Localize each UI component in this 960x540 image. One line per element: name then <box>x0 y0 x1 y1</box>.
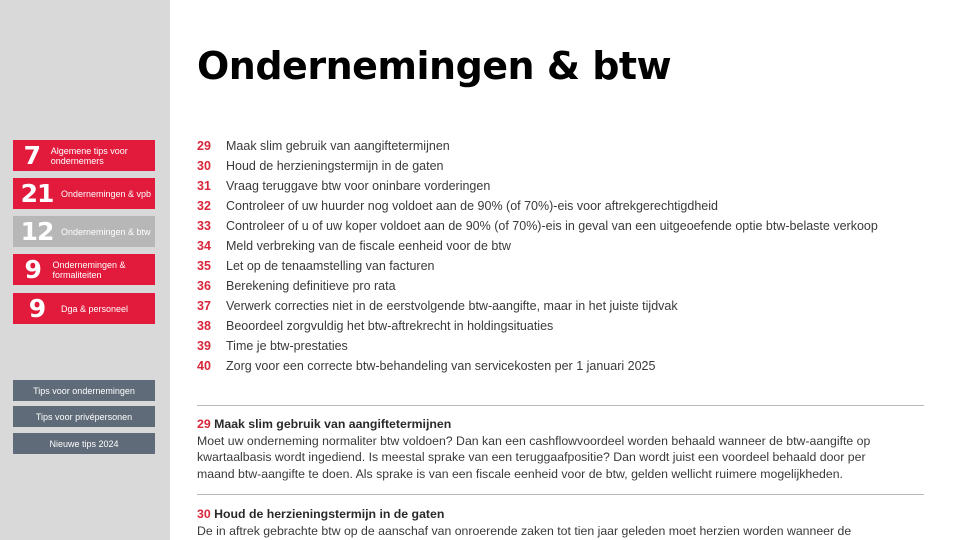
toc-text: Controleer of u of uw koper voldoet aan de 90% (of 70%)-eis in geval van een uitgeoefende optie btw-belaste verkoop <box>226 219 878 233</box>
toc-text: Let op de tenaamstelling van facturen <box>226 259 435 273</box>
page-title: Ondernemingen & btw <box>197 44 672 88</box>
toc-number: 38 <box>197 319 211 333</box>
toc-text: Berekening definitieve pro rata <box>226 279 396 293</box>
section-title: Maak slim gebruik van aangiftetermijnen <box>214 417 452 431</box>
toc-item-37[interactable] <box>197 296 937 316</box>
toc-item-38[interactable] <box>197 316 937 336</box>
category-label: Algemene tips voor ondernemers <box>50 145 128 166</box>
toc-item-29[interactable] <box>197 136 937 156</box>
toc-item-32[interactable] <box>197 196 937 216</box>
sidebar <box>0 0 170 540</box>
toc-number: 29 <box>197 139 211 153</box>
toc-item-31[interactable] <box>197 176 937 196</box>
table-of-contents <box>197 136 937 376</box>
section-30 <box>197 506 927 539</box>
toc-text: Maak slim gebruik van aangiftetermijnen <box>226 139 450 153</box>
category-label: Ondernemingen & vpb <box>61 188 152 199</box>
toc-item-36[interactable] <box>197 276 937 296</box>
toc-number: 34 <box>197 239 211 253</box>
category-ondernemingen-vpb[interactable] <box>13 178 155 209</box>
section-title: Houd de herzieningstermijn in de gaten <box>214 507 445 521</box>
category-ondernemingen-formaliteiten[interactable] <box>13 254 155 285</box>
category-count: 7 <box>23 141 41 170</box>
toc-text: Controleer of uw huurder nog voldoet aan de 90% (of 70%)-eis voor aftrekgerechtigdheid <box>226 199 718 213</box>
toc-text: Time je btw-prestaties <box>226 339 348 353</box>
section-divider <box>197 494 924 495</box>
category-label: Ondernemingen & formaliteiten <box>52 259 126 280</box>
category-ondernemingen-btw[interactable] <box>13 216 155 247</box>
section-text-line: Moet uw onderneming normaliter btw voldoen? Dan kan een cashflowvoordeel worden behaald wanneer de btw-aangifte op <box>197 433 871 448</box>
section-divider <box>197 405 924 406</box>
section-heading <box>197 506 927 523</box>
nav-tips-privepersonen-button[interactable]: Tips voor privépersonen <box>13 406 155 427</box>
toc-item-34[interactable] <box>197 236 937 256</box>
toc-item-33[interactable] <box>197 216 937 236</box>
toc-number: 37 <box>197 299 211 313</box>
toc-number: 30 <box>197 159 211 173</box>
category-count: 9 <box>28 294 46 323</box>
toc-item-40[interactable] <box>197 356 937 376</box>
toc-number: 40 <box>197 359 211 373</box>
toc-text: Zorg voor een correcte btw-behandeling van servicekosten per 1 januari 2025 <box>226 359 656 373</box>
category-count: 9 <box>24 255 41 284</box>
section-number: 29 <box>197 417 211 431</box>
category-label: Ondernemingen & btw <box>61 226 151 237</box>
category-dga-personeel[interactable] <box>13 293 155 324</box>
toc-item-39[interactable] <box>197 336 937 356</box>
nav-nieuwe-tips-button[interactable]: Nieuwe tips 2024 <box>13 433 155 454</box>
toc-item-35[interactable] <box>197 256 937 276</box>
category-algemene-tips[interactable] <box>13 140 155 171</box>
toc-number: 33 <box>197 219 211 233</box>
nav-tips-ondernemingen-button[interactable]: Tips voor ondernemingen <box>13 380 155 401</box>
toc-number: 31 <box>197 179 211 193</box>
section-text-line: kwartaalbasis wordt ingediend. Is meestal sprake van een teruggaafpositie? Dan wordt juist een voordeel behaald door per <box>197 450 866 464</box>
section-heading <box>197 416 927 433</box>
toc-item-30[interactable] <box>197 156 937 176</box>
toc-number: 32 <box>197 199 211 213</box>
toc-text: Houd de herzieningstermijn in de gaten <box>226 159 444 173</box>
toc-number: 36 <box>197 279 211 293</box>
category-count: 21 <box>20 179 54 208</box>
toc-number: 35 <box>197 259 211 273</box>
section-text-line: De in aftrek gebrachte btw op de aanschaf van onroerende zaken tot tien jaar geleden moet herzien worden wanneer de <box>197 523 852 538</box>
toc-text: Verwerk correcties niet in de eerstvolgende btw-aangifte, maar in het juiste tijdvak <box>226 299 678 313</box>
toc-text: Vraag teruggave btw voor oninbare vorderingen <box>226 179 491 193</box>
category-count: 12 <box>20 217 54 246</box>
toc-number: 39 <box>197 339 211 353</box>
toc-text: Meld verbreking van de fiscale eenheid voor de btw <box>226 239 511 253</box>
section-text-line: maand btw-aangifte te doen. Als sprake is van een fiscale eenheid voor de btw, gelden wellicht ruimere mogelijkheden. <box>197 466 843 481</box>
section-29 <box>197 416 927 482</box>
toc-text: Beoordeel zorgvuldig het btw-aftrekrecht in holdingsituaties <box>226 319 554 333</box>
section-number: 30 <box>197 507 211 521</box>
category-label: Dga & personeel <box>61 303 129 314</box>
